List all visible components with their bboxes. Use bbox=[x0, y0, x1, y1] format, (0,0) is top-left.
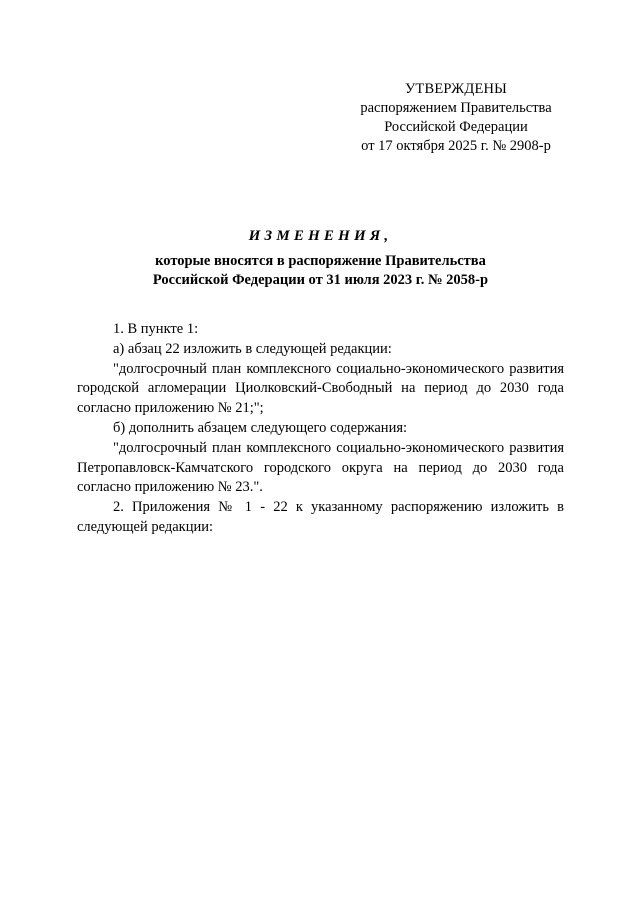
heading-title: ИЗМЕНЕНИЯ, bbox=[248, 228, 393, 244]
paragraph-6: 2. Приложения № 1 - 22 к указанному распоряжению изложить в следующей редакции: bbox=[77, 499, 564, 535]
approval-block bbox=[330, 80, 582, 156]
paragraph-4: б) дополнить абзацем следующего содержания: bbox=[113, 419, 408, 436]
paragraph-5: "долгосрочный план комплексного социально-экономического развития Петропавловск-Камчатского городского округа на период до 2030 года согласно приложению № 23.". bbox=[77, 439, 564, 496]
heading-subtitle-1: которые вносятся в распоряжение Правительства bbox=[155, 253, 486, 269]
approval-line-2: Российской Федерации bbox=[384, 119, 528, 135]
paragraph-2: а) абзац 22 изложить в следующей редакции: bbox=[113, 340, 392, 357]
approval-line-3: от 17 октября 2025 г. № 2908-р bbox=[361, 138, 551, 154]
approval-line-1: распоряжением Правительства bbox=[360, 100, 552, 116]
document-body bbox=[77, 320, 564, 538]
paragraph-1: 1. В пункте 1: bbox=[113, 321, 199, 337]
heading-subtitle-2: Российской Федерации от 31 июля 2023 г. № 2058-р bbox=[152, 272, 489, 288]
approval-title: УТВЕРЖДЕНЫ bbox=[404, 81, 508, 97]
paragraph-3: "долгосрочный план комплексного социально-экономического развития городской агломерации Циолковский-Свободный на период до 2030 года согласно приложению № 21;"; bbox=[77, 360, 564, 417]
document-heading bbox=[77, 226, 564, 290]
